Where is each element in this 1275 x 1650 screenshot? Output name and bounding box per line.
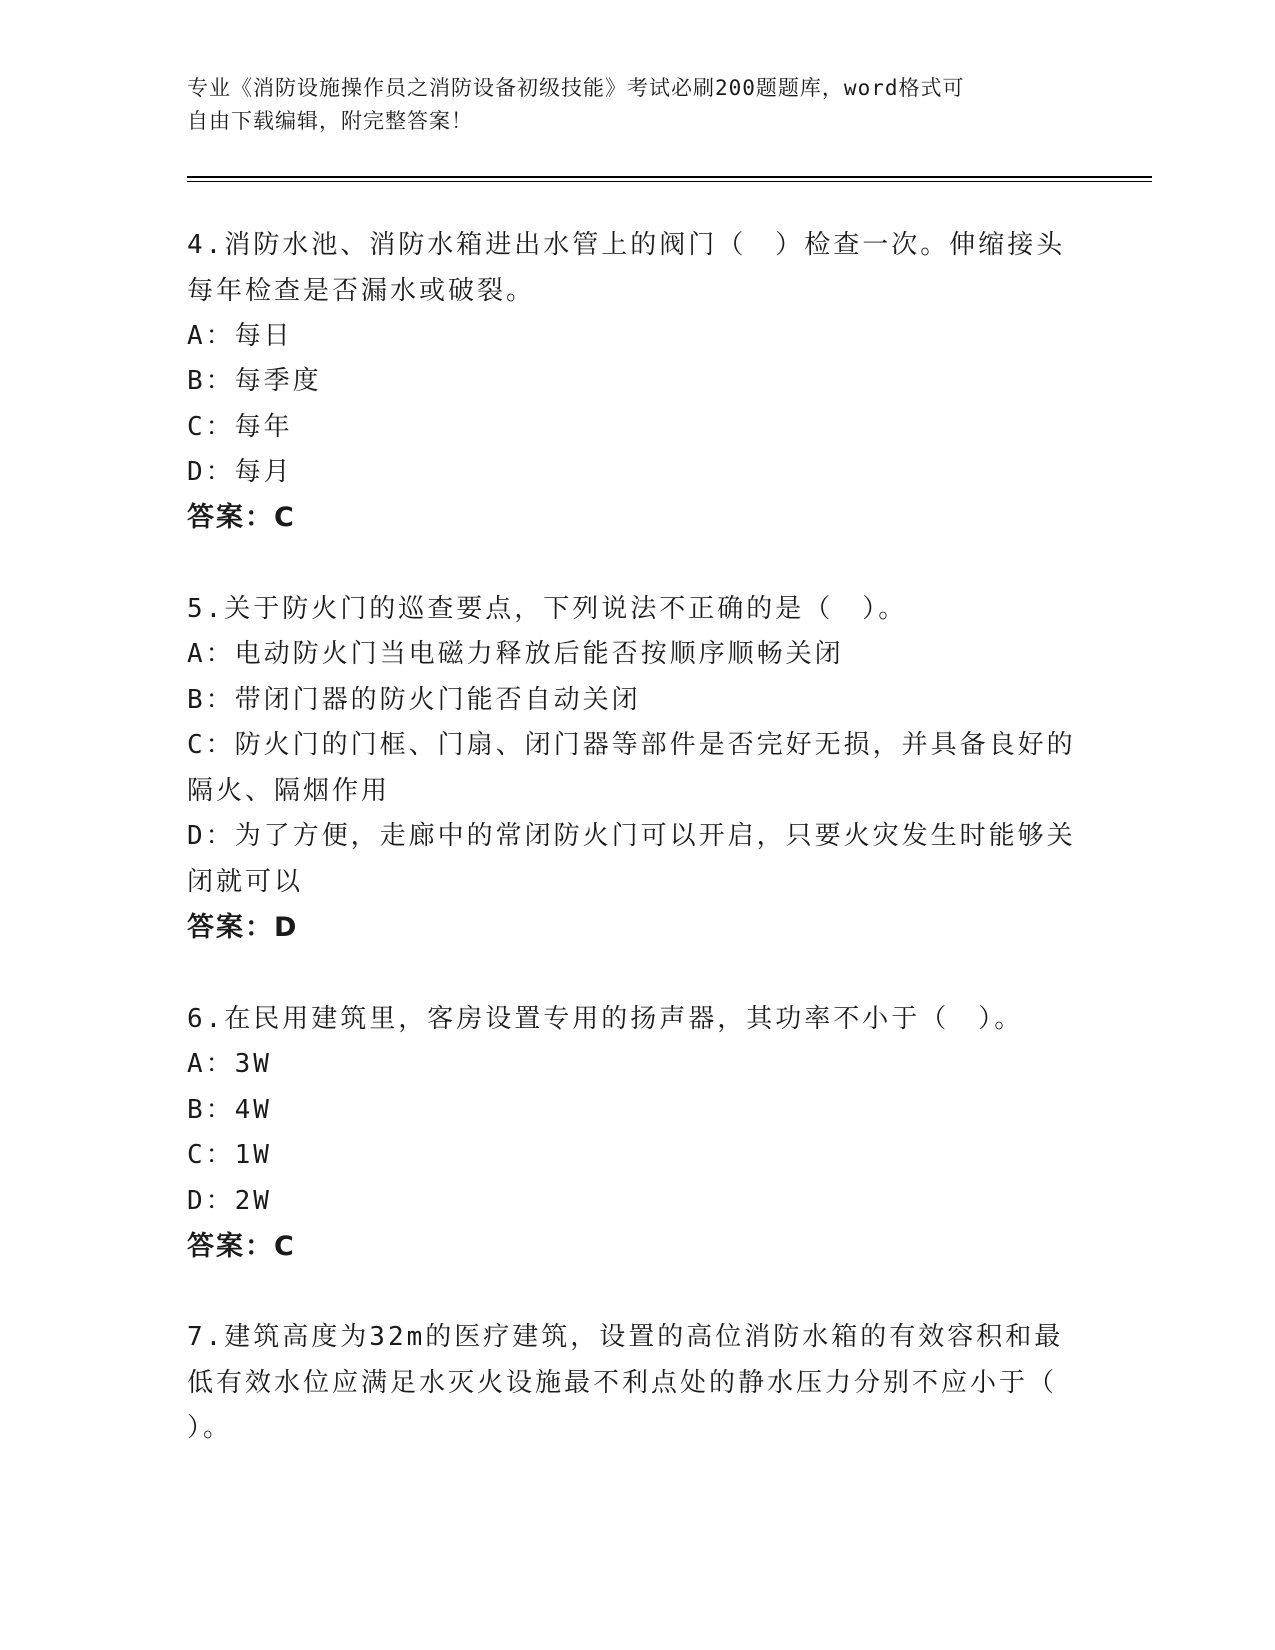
question-5-option-d-line-1: D：为了方便，走廊中的常闭防火门可以开启，只要火灾发生时能够关 — [187, 821, 1076, 851]
question-7-stem-line-2: 低有效水位应满足水灭火设施最不利点处的静水压力分别不应小于（ — [187, 1368, 1058, 1398]
question-6-option-c: C：1W — [187, 1140, 272, 1170]
question-5-stem: 5.关于防火门的巡查要点，下列说法不正确的是（ ）。 — [187, 594, 908, 624]
question-6-option-d: D：2W — [187, 1186, 272, 1216]
question-5-option-d-line-2: 闭就可以 — [187, 867, 304, 897]
question-4-option-d: D：每月 — [187, 457, 293, 487]
question-4-option-c: C：每年 — [187, 412, 293, 442]
question-5-option-c-line-2: 隔火、隔烟作用 — [187, 776, 391, 806]
question-6-option-a: A：3W — [187, 1049, 272, 1079]
question-6-stem: 6.在民用建筑里，客房设置专用的扬声器，其功率不小于（ ）。 — [187, 1004, 1024, 1034]
question-4-stem-line-1: 4.消防水池、消防水箱进出水管上的阀门（ ）检查一次。伸缩接头 — [187, 230, 1066, 260]
question-5-option-c-line-1: C：防火门的门框、门扇、闭门器等部件是否完好无损，并具备良好的 — [187, 730, 1076, 760]
question-5-option-a: A：电动防火门当电磁力释放后能否按顺序顺畅关闭 — [187, 639, 844, 669]
header-divider-thick — [187, 176, 1152, 178]
question-6-answer: 答案：C — [187, 1231, 296, 1262]
document-header — [187, 72, 1067, 138]
question-6-option-b: B：4W — [187, 1095, 272, 1125]
question-7-stem-line-1: 7.建筑高度为32m的医疗建筑，设置的高位消防水箱的有效容积和最 — [187, 1322, 1064, 1352]
header-line-1: 专业《消防设施操作员之消防设备初级技能》考试必刷200题题库，word格式可 — [187, 76, 965, 100]
question-4-option-b: B：每季度 — [187, 366, 322, 396]
question-4-stem-line-2: 每年检查是否漏水或破裂。 — [187, 276, 536, 306]
question-4-option-a: A：每日 — [187, 321, 293, 351]
question-5-answer: 答案：D — [187, 912, 299, 943]
header-line-2: 自由下载编辑，附完整答案！ — [187, 109, 473, 133]
question-5-option-b: B：带闭门器的防火门能否自动关闭 — [187, 685, 641, 715]
header-divider-thin — [187, 181, 1152, 182]
question-4-answer: 答案：C — [187, 502, 296, 533]
question-7-stem-line-3: ）。 — [187, 1413, 233, 1443]
